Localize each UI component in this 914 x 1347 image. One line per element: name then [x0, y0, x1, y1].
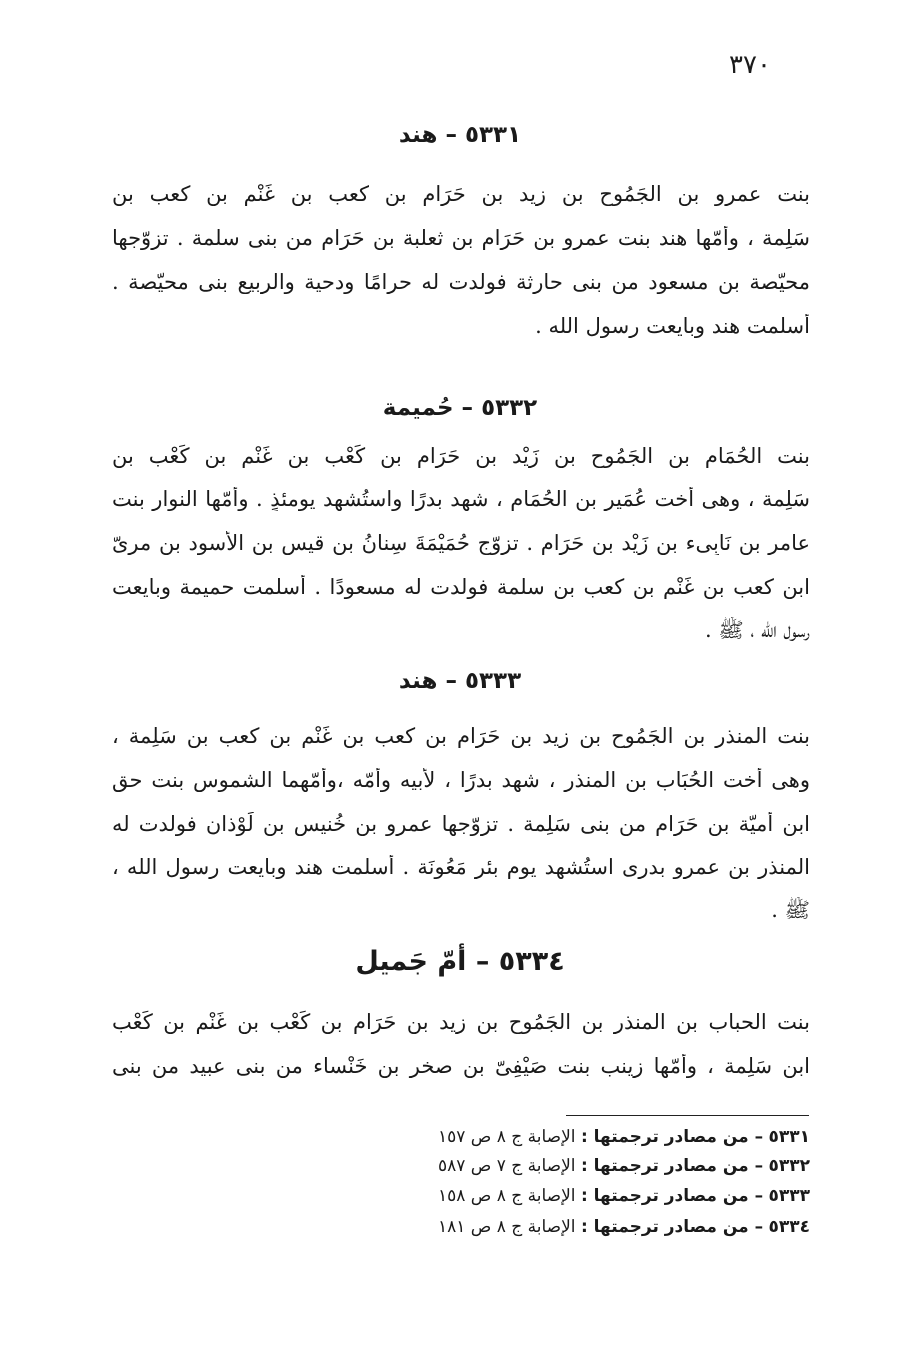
footnote-rule — [566, 1115, 809, 1116]
entry-5332-line-5: رسول الله ، ﷺ . — [704, 618, 810, 642]
footnote-reference: الإصابة ج ٨ ص ١٨١ — [437, 1217, 576, 1237]
entry-5331-line-2: سَلِمة ، وأمّها هند بنت عمرو بن حَرَام بن ثعلبة بن حَرَام من بنى سلمة . تزوّجها — [112, 226, 810, 250]
entry-5333-line-3: ابن أميّة بن حَرَام من بنى سَلِمة . تزوّجها عمرو بن خُنيس بن لَوْذان فولدت له — [112, 812, 810, 836]
entry-5331-line-4: أسلمت هند وبايعت رسول الله . — [535, 314, 810, 338]
entry-5333-line-4: المنذر بن عمرو بدرى استُشهد يوم بئر مَعُونَة . أسلمت هند وبايعت رسول الله ، — [112, 855, 810, 879]
footnote-label: – من مصادر ترجمتها : — [580, 1217, 764, 1237]
footnote-number: ٥٣٣٣ — [768, 1186, 810, 1206]
page-number: ٣٧٠ — [729, 50, 771, 80]
entry-heading-5334: ٥٣٣٤ – أمّ جَميل — [355, 946, 565, 977]
footnote-label: – من مصادر ترجمتها : — [580, 1127, 764, 1147]
footnote-number: ٥٣٣٤ — [768, 1217, 810, 1237]
footnote-number: ٥٣٣١ — [768, 1127, 810, 1147]
footnote-5334 — [330, 1217, 810, 1237]
entry-5334-line-1: بنت الحباب بن المنذر بن الجَمُوح بن زيد بن حَرَام بن كَعْب بن غَنْم بن كَعْب — [112, 1010, 810, 1034]
footnote-5331 — [330, 1127, 810, 1147]
footnote-reference: الإصابة ج ٧ ص ٥٨٧ — [437, 1156, 576, 1176]
entry-5332-line-3: عامر بن نَابِىء بن زَيْد بن حَرَام . تزوّج حُمَيْمَةَ سِنانُ بن قيس بن الأسود بن مرىّ — [112, 531, 810, 555]
entry-5332-line-4: ابن كعب بن غَنْم بن كعب بن سلمة فولدت له مسعودًا . أسلمت حميمة وبايعت — [112, 575, 810, 599]
footnote-reference: الإصابة ج ٨ ص ١٥٨ — [437, 1186, 576, 1206]
entry-5333-line-5: ﷺ . — [771, 898, 810, 922]
footnote-5332 — [330, 1156, 810, 1176]
entry-5332-line-2: سَلِمة ، وهى أخت عُمَير بن الحُمَام ، شهد بدرًا واستُشهد يومئذٍ . وأمّها النوار بنت — [112, 487, 810, 511]
entry-5334-line-2: ابن سَلِمة ، وأمّها زينب بنت صَيْفِىّ بن صخر بن خَنْساء من بنى عبيد من بنى — [112, 1054, 810, 1078]
footnote-number: ٥٣٣٢ — [768, 1156, 810, 1176]
footnote-5333 — [330, 1186, 810, 1206]
entry-heading-5331: ٥٣٣١ – هند — [398, 122, 522, 148]
entry-5333-line-2: وهى أخت الحُبَاب بن المنذر ، شهد بدرًا ، لأبيه وأمّه ،وأمّهما الشموس بنت حق — [112, 768, 810, 792]
entry-5333-line-1: بنت المنذر بن الجَمُوح بن زيد بن حَرَام بن كعب بن غَنْم بن كعب بن سَلِمة ، — [112, 724, 810, 748]
footnote-label: – من مصادر ترجمتها : — [580, 1186, 764, 1206]
entry-5332-line-1: بنت الحُمَام بن الجَمُوح بن زَيْد بن حَرَام بن كَعْب بن غَنْم بن كَعْب بن — [112, 444, 810, 468]
entry-heading-5333: ٥٣٣٣ – هند — [398, 668, 522, 694]
entry-5331-line-3: محيّصة بن مسعود من بنى حارثة فولدت له حرامًا ودحية والربيع بنى محيّصة . — [112, 270, 810, 294]
entry-heading-5332: ٥٣٣٢ – حُميمة — [382, 395, 538, 421]
footnote-label: – من مصادر ترجمتها : — [580, 1156, 764, 1176]
entry-5331-line-1: بنت عمرو بن الجَمُوح بن زيد بن حَرَام بن كعب بن غَنْم بن كعب بن — [112, 182, 810, 206]
footnote-reference: الإصابة ج ٨ ص ١٥٧ — [437, 1127, 576, 1147]
